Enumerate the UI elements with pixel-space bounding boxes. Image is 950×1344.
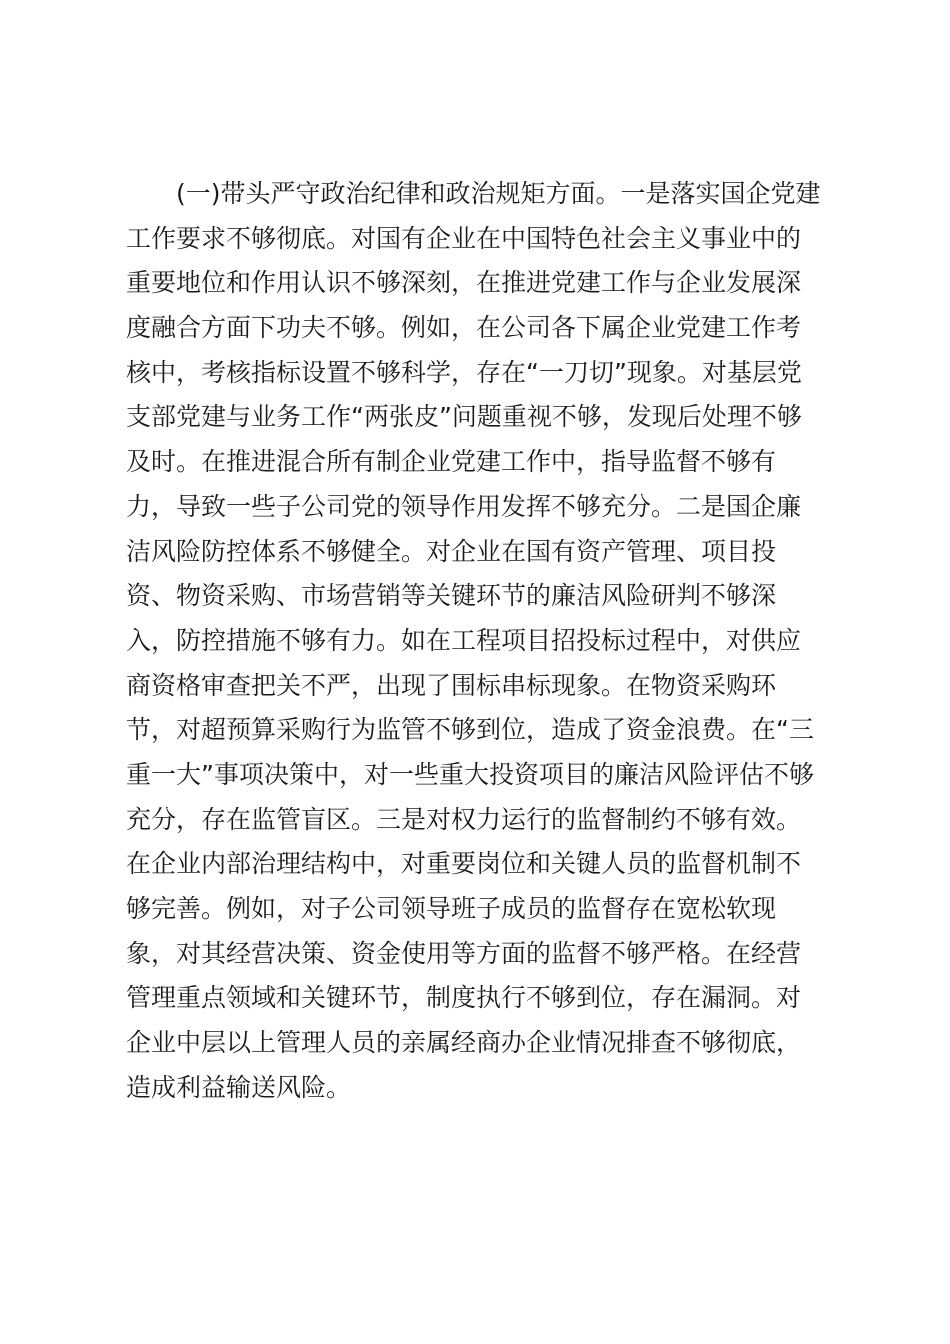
paragraph-line: 洁风险防控体系不够健全。对企业在国有资产管理、项目投 [126, 536, 777, 566]
paragraph-line: 重一大”事项决策中，对一些重大投资项目的廉洁风险评估不够 [126, 759, 814, 789]
paragraph-line: 重要地位和作用认识不够深刻，在推进党建工作与企业发展深 [126, 268, 802, 298]
paragraph-line: 入，防控措施不够有力。如在工程项目招投标过程中，对供应 [126, 625, 802, 655]
paragraph-line: 力，导致一些子公司党的领导作用发挥不够充分。二是国企廉 [126, 491, 802, 521]
paragraph-line: 在企业内部治理结构中，对重要岗位和关键人员的监督机制不 [126, 849, 802, 879]
paragraph-line: 商资格审查把关不严，出现了围标串标现象。在物资采购环 [126, 670, 777, 700]
paragraph-line: 核中，考核指标设置不够科学，存在“一刀切”现象。对基层党 [126, 357, 802, 387]
paragraph-line: (一)带头严守政治纪律和政治规矩方面。一是落实国企党建 [176, 179, 821, 208]
paragraph-line: 够完善。例如，对子公司领导班子成员的监督存在宽松软现 [126, 894, 777, 923]
paragraph-line: 度融合方面下功夫不够。例如，在公司各下属企业党建工作考 [126, 313, 802, 343]
paragraph-line: 充分，存在监管盲区。三是对权力运行的监督制约不够有效。 [126, 804, 802, 834]
paragraph-line: 及时。在推进混合所有制企业党建工作中，指导监督不够有 [126, 447, 777, 477]
paragraph-line: 资、物资采购、市场营销等关键环节的廉洁风险研判不够深 [126, 581, 777, 611]
paragraph-line: 象，对其经营决策、资金使用等方面的监督不够严格。在经营 [126, 938, 802, 968]
paragraph-line: 支部党建与业务工作“两张皮”问题重视不够，发现后处理不够 [126, 402, 802, 432]
paragraph-line: 节，对超预算采购行为监管不够到位，造成了资金浪费。在“三 [126, 715, 814, 745]
paragraph-line: 造成利益输送风险。 [126, 1072, 352, 1102]
paragraph-line: 管理重点领域和关键环节，制度执行不够到位，存在漏洞。对 [126, 983, 802, 1013]
paragraph-line: 企业中层以上管理人员的亲属经商办企业情况排查不够彻底， [126, 1028, 802, 1058]
paragraph-line: 工作要求不够彻底。对国有企业在中国特色社会主义事业中的 [126, 223, 802, 253]
body-paragraph [126, 172, 836, 1110]
